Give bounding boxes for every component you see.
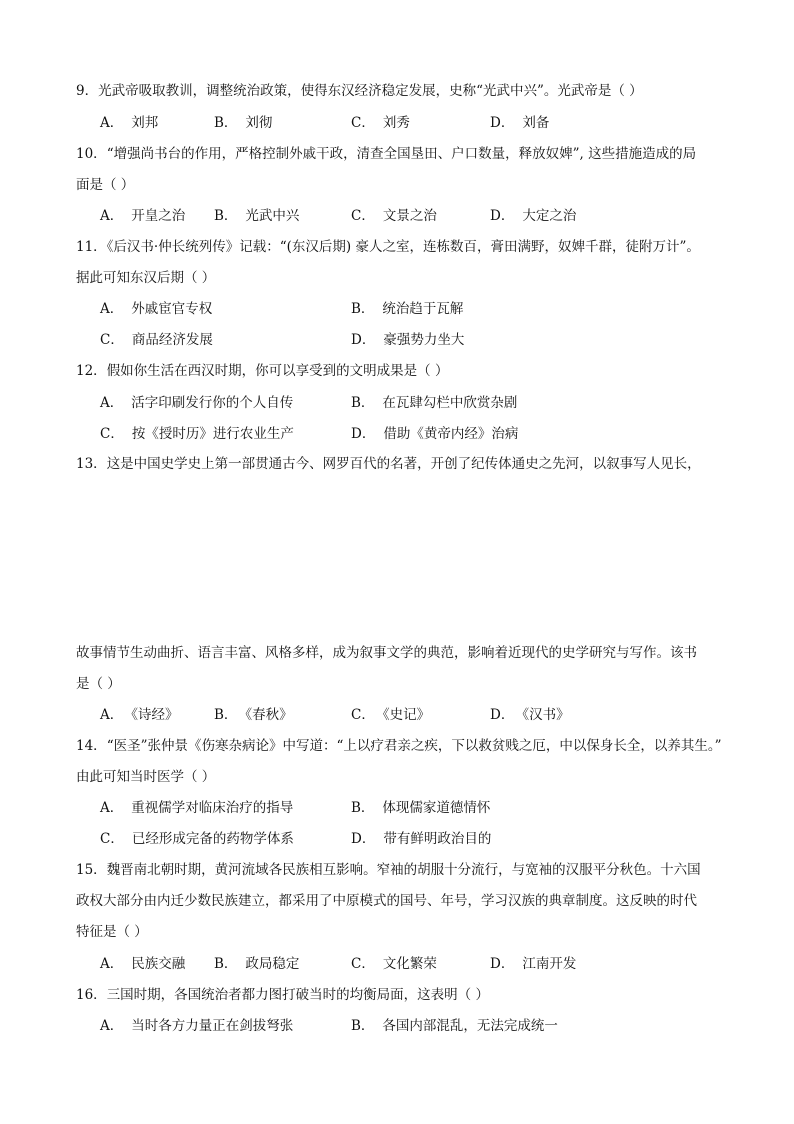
question-13 <box>76 449 726 480</box>
question-number: 16． <box>76 987 107 1003</box>
option-a[interactable]: A． 活字印刷发行你的个人自传 <box>100 395 294 411</box>
options-row <box>100 294 700 325</box>
option-d[interactable]: D． 江南开发 <box>490 956 577 972</box>
option-d[interactable]: D． 刘备 <box>490 115 550 131</box>
option-c[interactable]: C． 按《授时历》进行农业生产 <box>100 426 294 442</box>
option-c[interactable]: C． 《史记》 <box>351 707 431 723</box>
question-stem-line: 故事情节生动曲折、语言丰富、风格多样，成为叙事文学的典范，影响着近现代的史学研究与写作。该书 <box>76 645 697 661</box>
option-c[interactable]: C． 商品经济发展 <box>100 332 213 348</box>
options-row <box>100 388 700 419</box>
options-row <box>100 108 700 139</box>
question-stem-line: 15．魏晋南北朝时期，黄河流域各民族相互影响。窄袖的胡服十分流行，与宽袖的汉服平分秋色。十六国 <box>76 862 701 878</box>
options-row <box>100 201 700 232</box>
option-a[interactable]: A． 当时各方力量正在剑拔弩张 <box>100 1018 294 1034</box>
question-stem-line: 政权大部分由内迁少数民族建立，都采用了中原模式的国号、年号，学习汉族的典章制度。这反映的时代 <box>76 893 697 909</box>
options-row <box>100 419 700 450</box>
option-b[interactable]: B． 政局稳定 <box>214 956 300 972</box>
question-number: 15． <box>76 862 107 878</box>
options-row <box>100 1011 700 1042</box>
option-b[interactable]: B． 刘彻 <box>214 115 273 131</box>
question-number: 13． <box>76 456 107 472</box>
option-b[interactable]: B． 光武中兴 <box>214 208 300 224</box>
options-row <box>100 949 700 980</box>
question-stem-line: 据此可知东汉后期（ ） <box>76 270 216 286</box>
option-b[interactable]: B． 在瓦肆勾栏中欣赏杂剧 <box>351 395 518 411</box>
option-a[interactable]: A． 开皇之治 <box>100 208 186 224</box>
question-stem-line: 16．三国时期，各国统治者都力图打破当时的均衡局面，这表明（ ） <box>76 987 489 1003</box>
question-stem-line: 是（ ） <box>76 676 121 692</box>
option-d[interactable]: D． 借助《黄帝内经》治病 <box>351 426 519 442</box>
question-stem-line: 11．《后汉书·仲长统列传》记载：“(东汉后期) 豪人之室，连栋数百，膏田满野，奴婢千群，徒附万计”。 <box>76 239 700 255</box>
option-d[interactable]: D． 《汉书》 <box>490 707 570 723</box>
options-row <box>100 824 700 855</box>
question-stem-line: 14．“医圣”张仲景《伤寒杂病论》中写道：“上以疗君亲之疾，下以救贫贱之厄，中以保身长全，以养其生。” <box>76 738 722 754</box>
question-10 <box>76 139 726 201</box>
option-b[interactable]: B． 《春秋》 <box>214 707 293 723</box>
question-stem-line: 面是（ ） <box>76 177 135 193</box>
options-row <box>100 793 700 824</box>
options-row <box>100 325 700 356</box>
option-a[interactable]: A． 民族交融 <box>100 956 186 972</box>
options-row <box>100 700 700 731</box>
question-number: 9． <box>76 83 99 99</box>
question-number: 12． <box>76 363 107 379</box>
question-16 <box>76 980 726 1011</box>
option-a[interactable]: A． 重视儒学对临床治疗的指导 <box>100 800 294 816</box>
option-c[interactable]: C． 刘秀 <box>351 115 410 131</box>
option-b[interactable]: B． 体现儒家道德情怀 <box>351 800 491 816</box>
option-a[interactable]: A． 刘邦 <box>100 115 159 131</box>
option-b[interactable]: B． 各国内部混乱，无法完成统一 <box>351 1018 558 1034</box>
question-stem-line: 13．这是中国史学史上第一部贯通古今、网罗百代的名著，开创了纪传体通史之先河，以叙事写人见长， <box>76 456 701 472</box>
question-stem-line: 10．“增强尚书台的作用，严格控制外戚干政，清查全国垦田、户口数量，释放奴婢”, 这些措施造成的局 <box>76 146 697 162</box>
question-14 <box>76 731 726 793</box>
option-c[interactable]: C． 已经形成完备的药物学体系 <box>100 831 294 847</box>
option-d[interactable]: D． 豪强势力坐大 <box>351 332 465 348</box>
question-stem-line: 特征是（ ） <box>76 924 148 940</box>
option-c[interactable]: C． 文化繁荣 <box>351 956 437 972</box>
question-11 <box>76 232 726 294</box>
option-b[interactable]: B． 统治趋于瓦解 <box>351 301 464 317</box>
question-stem-line: 9．光武帝吸取教训，调整统治政策，使得东汉经济稳定发展，史称“光武中兴”。光武帝是（ ） <box>76 83 643 99</box>
option-d[interactable]: D． 大定之治 <box>490 208 577 224</box>
question-number: 10． <box>76 146 107 162</box>
question-15 <box>76 855 726 948</box>
question-12 <box>76 356 726 387</box>
option-a[interactable]: A． 外戚宦官专权 <box>100 301 213 317</box>
option-c[interactable]: C． 文景之治 <box>351 208 437 224</box>
question-number: 14． <box>76 738 107 754</box>
option-a[interactable]: A． 《诗经》 <box>100 707 179 723</box>
question-stem-line: 12．假如你生活在西汉时期，你可以享受到的文明成果是（ ） <box>76 363 449 379</box>
question-13-continued <box>76 638 726 700</box>
question-stem-line: 由此可知当时医学（ ） <box>76 769 216 785</box>
option-d[interactable]: D． 带有鲜明政治目的 <box>351 831 492 847</box>
question-9 <box>76 76 726 107</box>
question-number: 11． <box>76 239 107 255</box>
